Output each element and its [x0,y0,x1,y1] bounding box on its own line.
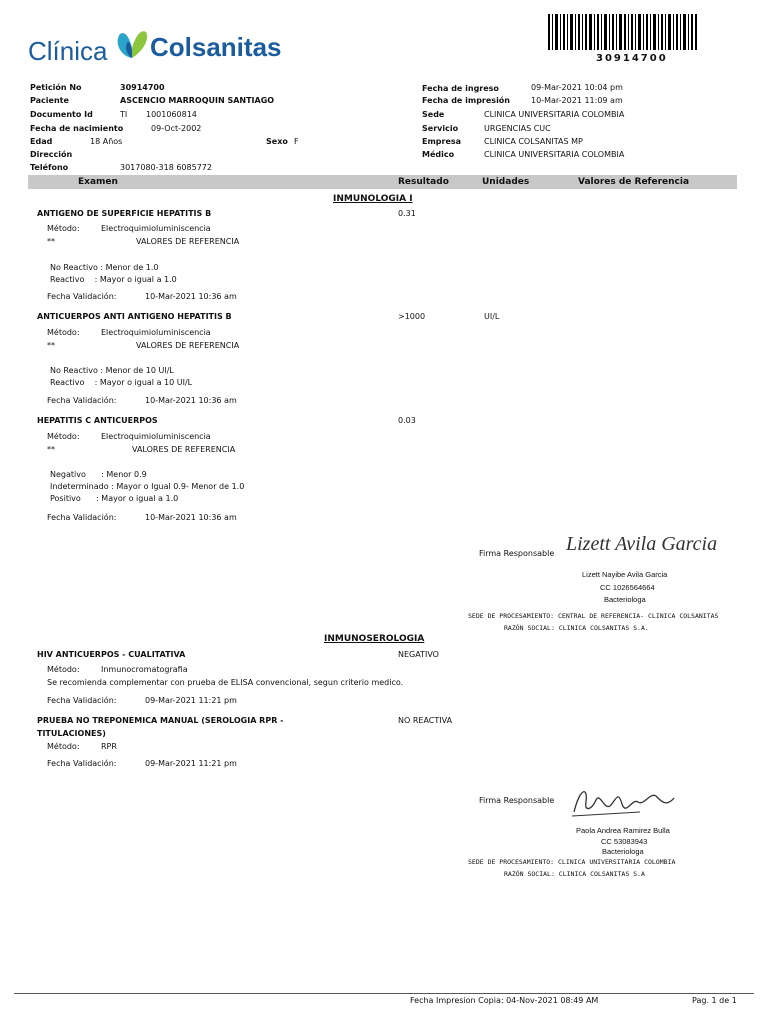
test-result: 0.31 [398,209,416,218]
sede-procesamiento: SEDE DE PROCESAMIENTO: CENTRAL DE REFERENCIA- CLINICA COLSANITAS [468,612,719,620]
medico-value: CLINICA UNIVERSITARIA COLOMBIA [484,150,625,159]
col-unidades: Unidades [482,177,530,187]
col-examen: Examen [78,177,118,187]
test-result: >1000 [398,312,426,321]
test-name: HEPATITIS C ANTICUERPOS [37,416,158,425]
validacion-value: 10-Mar-2021 10:36 am [145,513,237,522]
paciente-value: ASCENCIO MARROQUIN SANTIAGO [120,96,275,105]
test-result: NEGATIVO [398,650,439,659]
metodo-label: Método: [47,665,80,674]
sexo-value: F [294,137,299,146]
ref-line: Positivo : Mayor o igual a 1.0 [50,494,179,503]
servicio-value: URGENCIAS CUC [484,124,551,133]
test-unit: UI/L [484,312,500,321]
metodo-value: Electroquimioluminiscencia [101,328,211,337]
documento-label: Documento Id [30,110,93,119]
nacimiento-label: Fecha de nacimiento [30,124,124,133]
footer-page-number: Pag. 1 de 1 [692,996,737,1005]
paciente-label: Paciente [30,96,69,105]
edad-value: 18 Años [90,137,123,146]
ref-line: Reactivo : Mayor o igual a 10 UI/L [50,378,193,387]
impresion-label: Fecha de impresión [422,96,510,105]
telefono-value: 3017080-318 6085772 [120,163,212,172]
telefono-label: Teléfono [30,163,69,172]
direccion-label: Dirección [30,150,73,159]
razon-social: RAZÓN SOCIAL: CLINICA COLSANITAS S.A [504,870,645,878]
results-header [28,175,737,189]
impresion-value: 10-Mar-2021 11:09 am [531,96,623,105]
ref-stars: ** [47,341,55,350]
barcode-number: 30914700 [596,53,668,64]
servicio-label: Servicio [422,124,459,133]
medico-label: Médico [422,150,455,159]
razon-social: RAZÓN SOCIAL: CLINICA COLSANITAS S.A. [504,624,649,632]
signer-cc: CC 53083943 [601,837,648,846]
metodo-value: RPR [101,742,117,751]
test-name: ANTIGENO DE SUPERFICIE HEPATITIS B [37,209,212,218]
metodo-label: Método: [47,742,80,751]
ref-title: VALORES DE REFERENCIA [136,341,240,350]
ref-line: Indeterminado : Mayor o Igual 0.9- Menor de 1.0 [50,482,245,491]
ref-stars: ** [47,237,55,246]
signer-role: Bacteriologa [604,595,646,604]
validacion-value: 09-Mar-2021 11:21 pm [145,759,237,768]
metodo-value: Electroquimioluminiscencia [101,224,211,233]
metodo-label: Método: [47,432,80,441]
barcode-icon [548,14,698,50]
logo-colsanitas: Colsanitas [150,32,282,62]
section-title-inmunologia: INMUNOLOGIA I [333,194,413,204]
sede-procesamiento: SEDE DE PROCESAMIENTO: CLINICA UNIVERSITARIA COLOMBIA [468,858,676,866]
section-title-inmunoserologia: INMUNOSEROLOGIA [324,634,425,644]
signer-name: Lizett Nayibe Avila Garcia [582,570,668,579]
empresa-label: Empresa [422,137,462,146]
validacion-label: Fecha Validación: [47,396,117,405]
empresa-value: CLINICA COLSANITAS MP [484,137,583,146]
col-referencia: Valores de Referencia [578,177,690,187]
ref-line: No Reactivo : Menor de 1.0 [50,263,159,272]
test-result: NO REACTIVA [398,716,453,725]
test-name: ANTICUERPOS ANTI ANTIGENO HEPATITIS B [37,312,232,321]
signature-image: Lizett Avila Garcia [566,533,718,555]
documento-tipo: TI [120,110,128,119]
validacion-label: Fecha Validación: [47,292,117,301]
firma-label: Firma Responsable [479,796,555,805]
signer-name: Paola Andrea Ramirez Bulla [576,826,670,835]
footer-divider [14,993,754,994]
peticion-label: Petición No [30,83,82,92]
test-name-cont: TITULACIONES) [37,729,106,738]
ref-line: Negativo : Menor 0.9 [50,470,147,479]
metodo-label: Método: [47,224,80,233]
metodo-value: Inmunocromatografia [101,665,188,674]
footer-print-date: Fecha Impresion Copia: 04-Nov-2021 08:49 AM [410,996,599,1005]
ref-line: Reactivo : Mayor o igual a 1.0 [50,275,177,284]
ingreso-label: Fecha de ingreso [422,84,499,93]
logo-clinica: Clínica [28,36,108,66]
validacion-label: Fecha Validación: [47,513,117,522]
firma-label: Firma Responsable [479,549,555,558]
nacimiento-value: 09-Oct-2002 [151,124,202,133]
test-name: HIV ANTICUERPOS - CUALITATIVA [37,650,186,659]
validacion-label: Fecha Validación: [47,759,117,768]
ref-stars: ** [47,445,55,454]
validacion-value: 09-Mar-2021 11:21 pm [145,696,237,705]
signer-cc: CC 1026564664 [600,583,655,592]
ingreso-value: 09-Mar-2021 10:04 pm [531,83,623,92]
signature-image [570,782,680,824]
logo-butterfly-icon [112,28,152,62]
ref-title: VALORES DE REFERENCIA [132,445,236,454]
peticion-value: 30914700 [120,83,165,92]
validacion-value: 10-Mar-2021 10:36 am [145,396,237,405]
edad-label: Edad [30,137,53,146]
test-name: PRUEBA NO TREPONEMICA MANUAL (SEROLOGIA RPR - [37,716,284,725]
metodo-label: Método: [47,328,80,337]
test-result: 0.03 [398,416,416,425]
sede-label: Sede [422,110,445,119]
validacion-label: Fecha Validación: [47,696,117,705]
ref-title: VALORES DE REFERENCIA [136,237,240,246]
validacion-value: 10-Mar-2021 10:36 am [145,292,237,301]
documento-value: 1001060814 [146,110,197,119]
signer-role: Bacteriologa [602,847,644,856]
test-note: Se recomienda complementar con prueba de ELISA convencional, segun criterio medico. [47,678,404,687]
ref-line: No Reactivo : Menor de 10 UI/L [50,366,174,375]
col-resultado: Resultado [398,177,449,187]
sexo-label: Sexo [266,137,288,146]
metodo-value: Electroquimioluminiscencia [101,432,211,441]
sede-value: CLINICA UNIVERSITARIA COLOMBIA [484,110,625,119]
